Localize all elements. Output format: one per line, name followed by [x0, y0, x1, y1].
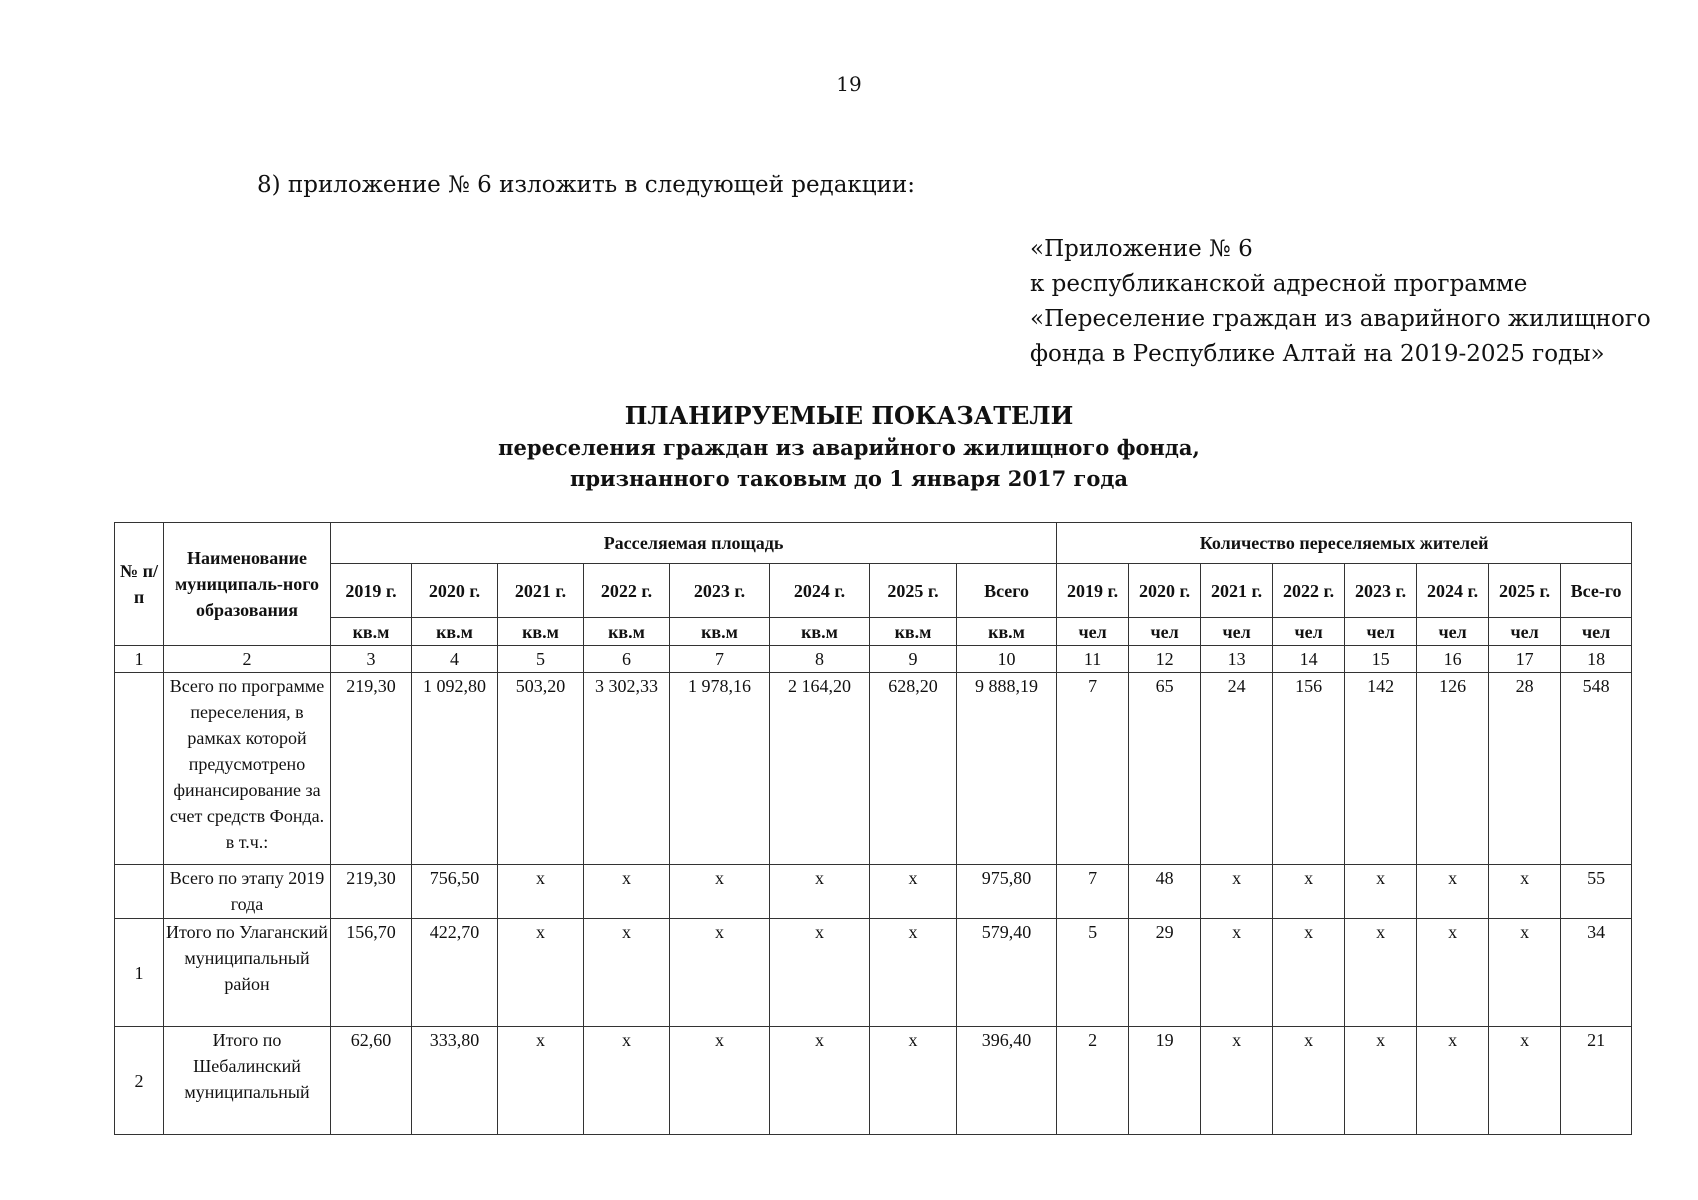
column-number: 9	[870, 646, 957, 673]
table-cell: x	[1345, 865, 1417, 919]
table-row	[115, 1027, 1632, 1135]
appendix-line-3: «Переселение граждан из аварийного жилищного	[1030, 306, 1651, 332]
column-number: 7	[670, 646, 770, 673]
title-subtitle-2: признанного таковым до 1 января 2017 года	[570, 466, 1128, 491]
instruction-text: 8) приложение № 6 изложить в следующей редакции:	[257, 172, 916, 198]
column-number: 6	[584, 646, 670, 673]
row-name: Итого по Шебалинский муниципальный	[164, 1027, 331, 1135]
table-cell: 7	[1057, 865, 1129, 919]
table-cell: 55	[1561, 865, 1632, 919]
table-cell: x	[1345, 919, 1417, 1027]
table-cell: 548	[1561, 673, 1632, 865]
column-number: 4	[412, 646, 498, 673]
header-unit: чел	[1489, 618, 1561, 646]
table-row	[115, 865, 1632, 919]
header-unit: кв.м	[412, 618, 498, 646]
table-cell: 126	[1417, 673, 1489, 865]
table-cell: 1 092,80	[412, 673, 498, 865]
table-cell: 219,30	[331, 865, 412, 919]
header-unit: чел	[1561, 618, 1632, 646]
table-cell: x	[670, 1027, 770, 1135]
header-unit: кв.м	[870, 618, 957, 646]
row-name: Итого по Улаганский муниципальный район	[164, 919, 331, 1027]
table-cell: 142	[1345, 673, 1417, 865]
table-cell: 65	[1129, 673, 1201, 865]
table-cell: 29	[1129, 919, 1201, 1027]
column-numbers-row	[115, 646, 1632, 673]
row-number: 1	[115, 919, 164, 1027]
header-unit: чел	[1057, 618, 1129, 646]
column-number: 15	[1345, 646, 1417, 673]
table-cell: 5	[1057, 919, 1129, 1027]
row-number	[115, 865, 164, 919]
header-area-group: Расселяемая площадь	[331, 523, 1057, 564]
table-cell: x	[670, 865, 770, 919]
table-cell: x	[1273, 865, 1345, 919]
table-cell: x	[770, 1027, 870, 1135]
appendix-header	[1030, 232, 1651, 372]
title-subtitle-1: переселения граждан из аварийного жилищного фонда,	[498, 435, 1200, 460]
table-cell: x	[870, 865, 957, 919]
table-cell: 28	[1489, 673, 1561, 865]
table-cell: 9 888,19	[957, 673, 1057, 865]
table-cell: 3 302,33	[584, 673, 670, 865]
header-people-group: Количество переселяемых жителей	[1057, 523, 1632, 564]
table-cell: x	[870, 919, 957, 1027]
table-cell: 503,20	[498, 673, 584, 865]
column-number: 16	[1417, 646, 1489, 673]
row-name: Всего по программе переселения, в рамках которой предусмотрено финансирование за счет средств Фонда. в т.ч.:	[164, 673, 331, 865]
table-cell: 7	[1057, 673, 1129, 865]
row-number: 2	[115, 1027, 164, 1135]
table-cell: 24	[1201, 673, 1273, 865]
table-cell: x	[1201, 919, 1273, 1027]
table-cell: x	[584, 919, 670, 1027]
table-cell: 62,60	[331, 1027, 412, 1135]
table-cell: 628,20	[870, 673, 957, 865]
row-number	[115, 673, 164, 865]
header-year: 2021 г.	[1201, 564, 1273, 618]
table-cell: 219,30	[331, 673, 412, 865]
table-cell: x	[1273, 1027, 1345, 1135]
page-number: 19	[836, 72, 862, 96]
header-year: 2020 г.	[1129, 564, 1201, 618]
table-cell: 19	[1129, 1027, 1201, 1135]
table-cell: 579,40	[957, 919, 1057, 1027]
table-cell: x	[1345, 1027, 1417, 1135]
appendix-line-1: «Приложение № 6	[1030, 236, 1253, 262]
header-year: Все-го	[1561, 564, 1632, 618]
table-cell: 2	[1057, 1027, 1129, 1135]
column-number: 14	[1273, 646, 1345, 673]
header-unit: чел	[1273, 618, 1345, 646]
column-number: 18	[1561, 646, 1632, 673]
table-cell: x	[1417, 1027, 1489, 1135]
table-row	[115, 919, 1632, 1027]
column-number: 17	[1489, 646, 1561, 673]
table-cell: 1 978,16	[670, 673, 770, 865]
table-row	[115, 673, 1632, 865]
header-year: 2020 г.	[412, 564, 498, 618]
table-cell: 422,70	[412, 919, 498, 1027]
indicators-table	[114, 522, 1632, 1135]
header-year: 2022 г.	[1273, 564, 1345, 618]
table-cell: x	[498, 865, 584, 919]
header-year: 2025 г.	[1489, 564, 1561, 618]
column-number: 8	[770, 646, 870, 673]
table-cell: x	[498, 919, 584, 1027]
table-cell: x	[1417, 919, 1489, 1027]
header-unit: чел	[1345, 618, 1417, 646]
header-units-row	[115, 618, 1632, 646]
column-number: 3	[331, 646, 412, 673]
table-cell: x	[1489, 919, 1561, 1027]
table-cell: x	[498, 1027, 584, 1135]
table-cell: 21	[1561, 1027, 1632, 1135]
header-unit: чел	[1129, 618, 1201, 646]
table-cell: x	[1273, 919, 1345, 1027]
header-year: 2023 г.	[670, 564, 770, 618]
header-unit: чел	[1417, 618, 1489, 646]
appendix-line-2: к республиканской адресной программе	[1030, 271, 1528, 297]
column-number: 11	[1057, 646, 1129, 673]
table-cell: x	[1489, 865, 1561, 919]
column-number: 1	[115, 646, 164, 673]
table-cell: 34	[1561, 919, 1632, 1027]
header-num: № п/ п	[115, 523, 164, 646]
table-cell: 756,50	[412, 865, 498, 919]
table-cell: 975,80	[957, 865, 1057, 919]
table-cell: 156	[1273, 673, 1345, 865]
appendix-line-4: фонда в Республике Алтай на 2019-2025 годы»	[1030, 341, 1605, 367]
row-name: Всего по этапу 2019 года	[164, 865, 331, 919]
header-unit: кв.м	[957, 618, 1057, 646]
header-year: Всего	[957, 564, 1057, 618]
header-unit: кв.м	[670, 618, 770, 646]
table-cell: 2 164,20	[770, 673, 870, 865]
header-unit: кв.м	[770, 618, 870, 646]
title-main: ПЛАНИРУЕМЫЕ ПОКАЗАТЕЛИ	[624, 401, 1074, 430]
column-number: 2	[164, 646, 331, 673]
header-years-row	[115, 564, 1632, 618]
header-year: 2019 г.	[331, 564, 412, 618]
table-cell: x	[770, 919, 870, 1027]
table-cell: 333,80	[412, 1027, 498, 1135]
table-cell: x	[770, 865, 870, 919]
header-name: Наименование муниципаль-ного образования	[164, 523, 331, 646]
table-cell: x	[1417, 865, 1489, 919]
table-cell: x	[584, 1027, 670, 1135]
header-year: 2023 г.	[1345, 564, 1417, 618]
header-unit: кв.м	[331, 618, 412, 646]
header-unit: кв.м	[584, 618, 670, 646]
table-cell: x	[1489, 1027, 1561, 1135]
header-year: 2024 г.	[1417, 564, 1489, 618]
table-cell: x	[1201, 1027, 1273, 1135]
header-year: 2025 г.	[870, 564, 957, 618]
header-year: 2024 г.	[770, 564, 870, 618]
header-year: 2022 г.	[584, 564, 670, 618]
document-title	[0, 400, 1698, 494]
table-cell: 156,70	[331, 919, 412, 1027]
table-cell: x	[670, 919, 770, 1027]
table-cell: x	[870, 1027, 957, 1135]
column-number: 5	[498, 646, 584, 673]
column-number: 10	[957, 646, 1057, 673]
header-year: 2021 г.	[498, 564, 584, 618]
table-cell: x	[1201, 865, 1273, 919]
column-number: 12	[1129, 646, 1201, 673]
column-number: 13	[1201, 646, 1273, 673]
table-cell: 396,40	[957, 1027, 1057, 1135]
table-cell: x	[584, 865, 670, 919]
header-unit: кв.м	[498, 618, 584, 646]
table-cell: 48	[1129, 865, 1201, 919]
header-year: 2019 г.	[1057, 564, 1129, 618]
header-unit: чел	[1201, 618, 1273, 646]
